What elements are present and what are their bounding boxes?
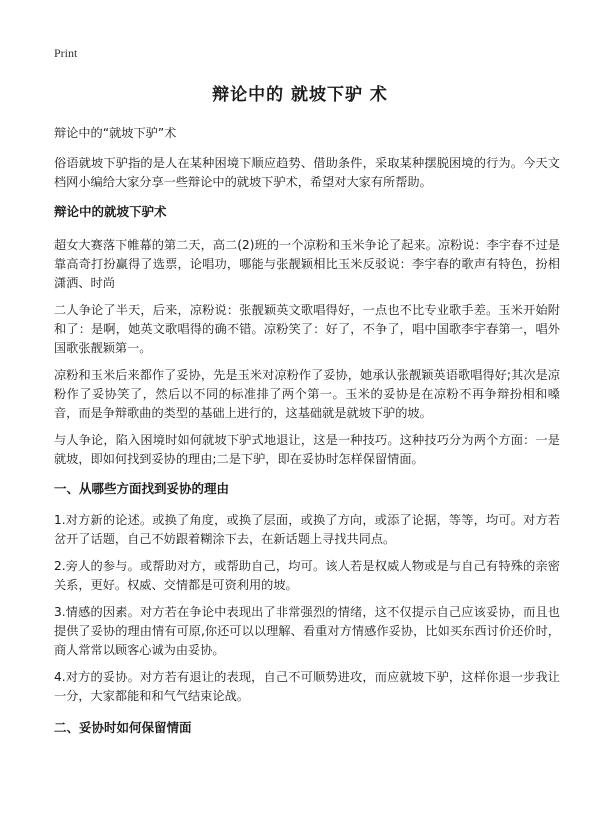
section1-item: 2.旁人的参与。或帮助对方，或帮助自己，均可。该人若是权威人物或是与自己有特殊的亲密关系，更好。权威、交情都是可资利用的坡。 xyxy=(54,559,560,592)
story-paragraph: 超女大赛落下帷幕的第二天，高二(2)班的一个凉粉和玉米争论了起来。凉粉说：李宇春不过是靠高奇打扮赢得了选票，论唱功，哪能与张靓颖相比玉米反驳说：李宇春的歌声有特色，扮相潇洒、时尚 xyxy=(54,238,560,290)
page-title: 辩论中的 就坡下驴 术 xyxy=(212,85,388,105)
section2-heading: 二、妥协时如何保留情面 xyxy=(54,720,192,735)
article-body xyxy=(54,124,560,750)
print-label[interactable]: Print xyxy=(54,46,78,60)
story-paragraph: 凉粉和玉米后来都作了妥协，先是玉米对凉粉作了妥协，她承认张靓颖英语歌唱得好;其次是凉粉作了妥协笑了，然后以不同的标准排了两个第一。玉米的妥协是在凉粉不再争辩扮相和嗓音，而是争辩歌曲的类型的基础上进行的，这基础就是就坡下驴的坡。 xyxy=(54,368,560,420)
section1-item: 4.对方的妥协。对方若有退让的表现，自己不可顺势进攻，而应就坡下驴，这样你退一步我让一分，大家都能和和气气结束论战。 xyxy=(54,670,560,703)
section1-item: 3.情感的因素。对方若在争论中表现出了非常强烈的情绪，这不仅提示自己应该妥协，而且也提供了妥协的理由情有可原,你还可以以理解、看重对方情感作妥协，比如买东西讨价还价时，商人常常以顾客心诚为由妥协。 xyxy=(54,605,560,657)
section-main-heading: 辩论中的就坡下驴术 xyxy=(54,204,167,219)
story-paragraph: 二人争论了半天，后来，凉粉说：张靓颖英文歌唱得好，一点也不比专业歌手差。玉米开始附和了：是啊，她英文歌唱得的确不错。凉粉笑了：好了，不争了，唱中国歌李宇春第一，唱外国歌张靓颖第一。 xyxy=(54,303,560,355)
intro-paragraph: 俗语就坡下驴指的是人在某种困境下顺应趋势、借助条件，采取某种摆脱困境的行为。今天文档网小编给大家分享一些辩论中的就坡下驴术，希望对大家有所帮助。 xyxy=(54,156,560,189)
section1-heading: 一、从哪些方面找到妥协的理由 xyxy=(54,481,230,496)
story-paragraph: 与人争论，陷入困境时如何就坡下驴式地退让，这是一种技巧。这种技巧分为两个方面：一是就坡，即如何找到妥协的理由;二是下驴，即在妥协时怎样保留情面。 xyxy=(54,433,560,466)
section1-item: 1.对方新的论述。或换了角度，或换了层面，或换了方向，或添了论据，等等，均可。对方若岔开了话题，自己不妨跟着糊涂下去，在新话题上寻找共同点。 xyxy=(54,513,560,546)
article-subtitle: 辩论中的“就坡下驴”术 xyxy=(54,126,177,140)
